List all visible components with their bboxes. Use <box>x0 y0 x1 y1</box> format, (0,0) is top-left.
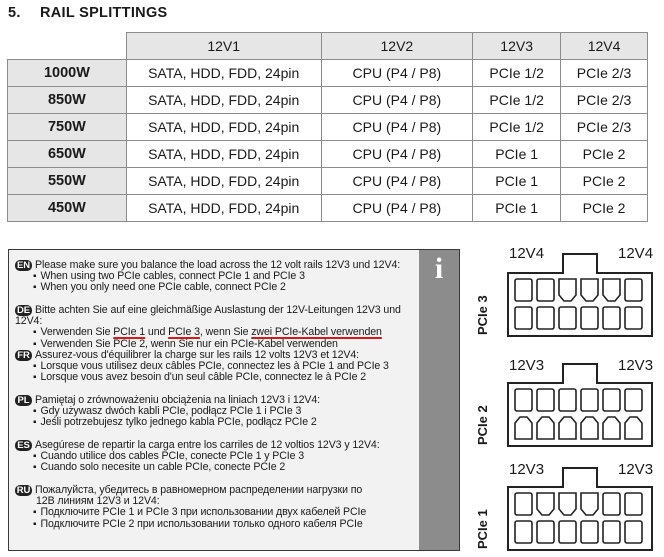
cell-12v2: CPU (P4 / P8) <box>321 168 473 195</box>
section-number: 5. <box>8 5 21 21</box>
cell-12v1: SATA, HDD, FDD, 24pin <box>126 168 321 195</box>
row-watt: 850W <box>47 92 86 108</box>
row-watt: 1000W <box>43 65 90 81</box>
row-watt: 550W <box>47 173 86 189</box>
table-row <box>8 114 648 141</box>
cell-12v1: SATA, HDD, FDD, 24pin <box>126 87 321 114</box>
cell-12v4: PCIe 2/3 <box>561 114 648 141</box>
connector-pcie2 <box>475 355 655 459</box>
cell-12v4: PCIe 2 <box>561 195 648 222</box>
connector-pcie1 <box>475 459 655 557</box>
pcie-connector-icon <box>505 247 655 339</box>
lang-bullet: ▪ Gdy używasz dwóch kabli PCIe, podłącz PCIe 1 i PCIe 3 <box>15 406 411 417</box>
lang-badge-en: EN <box>17 260 30 271</box>
lang-bullet: ▪ When you only need one PCIe cable, connect PCIe 2 <box>15 282 411 293</box>
lang-badge-pl: PL <box>15 395 32 406</box>
lang-main-de: Bitte achten Sie auf eine gleichmäßige Auslastung der 12V-Leitungen 12V3 und 12V4: <box>15 304 401 328</box>
cell-12v4: PCIe 2 <box>561 168 648 195</box>
lang-bullet: ▪ Cuando solo necesite un cable PCIe, conecte PCIe 2 <box>15 462 411 473</box>
section-title <box>8 5 168 21</box>
header-blank <box>8 33 127 60</box>
table-row <box>8 168 648 195</box>
lang-main-pl: Pamiętaj o zrównoważeniu obciążenia na liniach 12V3 i 12V4: <box>35 394 321 406</box>
connector-label: PCIe 1 <box>475 509 490 549</box>
cell-12v4: PCIe 2/3 <box>561 60 648 87</box>
section-title-text: RAIL SPLITTINGS <box>40 5 168 21</box>
header-12v3: 12V3 <box>473 33 561 60</box>
lang-block-fr <box>15 350 411 384</box>
cell-12v4: PCIe 2/3 <box>561 87 648 114</box>
lang-bullet: ▪ Lorsque vous utilisez deux câbles PCIe, connectez les à PCIe 1 and PCIe 3 <box>15 361 411 372</box>
cell-12v3: PCIe 1 <box>473 141 561 168</box>
lang-bullet: ▪ Lorsque vous avez besoin d'un seul câble PCIe, connectez le à PCIe 2 <box>15 372 411 383</box>
lang-block-ru <box>15 485 411 530</box>
info-box <box>8 249 460 551</box>
lang-bullet: ▪ Verwenden Sie PCIe 2, wenn Sie nur ein PCIe-Kabel verwenden <box>15 339 411 350</box>
cell-12v3: PCIe 1/2 <box>473 114 561 141</box>
cell-12v3: PCIe 1 <box>473 195 561 222</box>
lang-badge-es: ES <box>15 440 32 451</box>
lang-block-pl <box>15 395 411 429</box>
cell-12v3: PCIe 1/2 <box>473 60 561 87</box>
cell-12v2: CPU (P4 / P8) <box>321 87 473 114</box>
lang-main-ru-cont: 12В линиям 12V3 и 12V4: <box>36 495 160 508</box>
connector-label: PCIe 3 <box>475 295 490 335</box>
lang-main-fr: Assurez-vous d'équilibrer la charge sur les rails 12 volts 12V3 et 12V4: <box>35 349 359 361</box>
cell-12v3: PCIe 1/2 <box>473 87 561 114</box>
lang-badge-de: DE <box>17 305 30 316</box>
lang-main-en: Please make sure you balance the load across the 12 volt rails 12V3 und 12V4: <box>35 259 401 271</box>
underline-two-cables: zwei PCIe-Kabel verwenden <box>251 326 382 339</box>
lang-main-ru: Пожалуйста, убедитесь в равномерном распределении нагрузки по <box>35 484 363 496</box>
cell-12v1: SATA, HDD, FDD, 24pin <box>126 141 321 168</box>
table-row <box>8 195 648 222</box>
lang-block-es <box>15 440 411 474</box>
rail-table <box>7 32 648 222</box>
table-row <box>8 141 648 168</box>
lang-block-de <box>15 305 411 350</box>
lang-bullet: ▪ Jeśli potrzebujesz tylko jednego kabla PCIe, podłącz PCIe 2 <box>15 417 411 428</box>
lang-badge-ru: RU <box>16 485 31 496</box>
lang-bullet: ▪ Подключите PCIe 1 и PCIe 3 при использовании двух кабелей PCIe <box>15 507 411 518</box>
lang-bullet: ▪ Cuando utilice dos cables PCIe, conecte PCIe 1 y PCIe 3 <box>15 451 411 462</box>
cell-12v2: CPU (P4 / P8) <box>321 60 473 87</box>
table-row <box>8 60 648 87</box>
cell-12v2: CPU (P4 / P8) <box>321 114 473 141</box>
connector-label: PCIe 2 <box>475 405 490 445</box>
lang-bullet: ▪ Подключите PCIe 2 при использовании только одного кабеля PCIe <box>15 519 411 530</box>
cell-12v1: SATA, HDD, FDD, 24pin <box>126 114 321 141</box>
rail-label-left: 12V4 <box>509 245 545 262</box>
underline-pcie1: PCIe 1 <box>113 326 146 339</box>
row-watt: 450W <box>47 200 86 216</box>
cell-12v2: CPU (P4 / P8) <box>321 141 473 168</box>
cell-12v2: CPU (P4 / P8) <box>321 195 473 222</box>
table-row <box>8 87 648 114</box>
lang-main-es: Asegúrese de repartir la carga entre los carriles de 12 voltios 12V3 y 12V4: <box>35 439 380 451</box>
cell-12v1: SATA, HDD, FDD, 24pin <box>126 195 321 222</box>
header-12v4: 12V4 <box>561 33 648 60</box>
lang-bullet: ▪ When using two PCIe cables, connect PCIe 1 and PCIe 3 <box>15 271 411 282</box>
lang-block-en <box>15 260 411 294</box>
rail-label-left: 12V3 <box>509 357 545 374</box>
lang-badge-fr: FR <box>15 350 32 361</box>
rail-label-right: 12V3 <box>618 357 654 374</box>
rail-label-left: 12V3 <box>509 461 545 478</box>
underline-pcie3: PCIe 3 <box>168 326 200 339</box>
table-header-row <box>8 33 648 60</box>
header-12v1: 12V1 <box>126 33 321 60</box>
pcie-connector-icon <box>505 461 655 553</box>
row-watt: 650W <box>47 146 86 162</box>
cell-12v1: SATA, HDD, FDD, 24pin <box>126 60 321 87</box>
rail-label-right: 12V3 <box>618 461 654 478</box>
pcie-connector-icon <box>505 357 655 449</box>
header-12v2: 12V2 <box>321 33 473 60</box>
info-icon: i <box>434 252 444 285</box>
connector-pcie3 <box>475 243 655 347</box>
lang-bullet: ▪ Verwenden Sie PCIe 1 und PCIe 3, wenn Sie zwei PCIe-Kabel verwenden <box>15 327 411 338</box>
row-watt: 750W <box>47 119 86 135</box>
rail-label-right: 12V4 <box>618 245 654 262</box>
info-bar <box>419 250 459 550</box>
cell-12v3: PCIe 1 <box>473 168 561 195</box>
cell-12v4: PCIe 2 <box>561 141 648 168</box>
